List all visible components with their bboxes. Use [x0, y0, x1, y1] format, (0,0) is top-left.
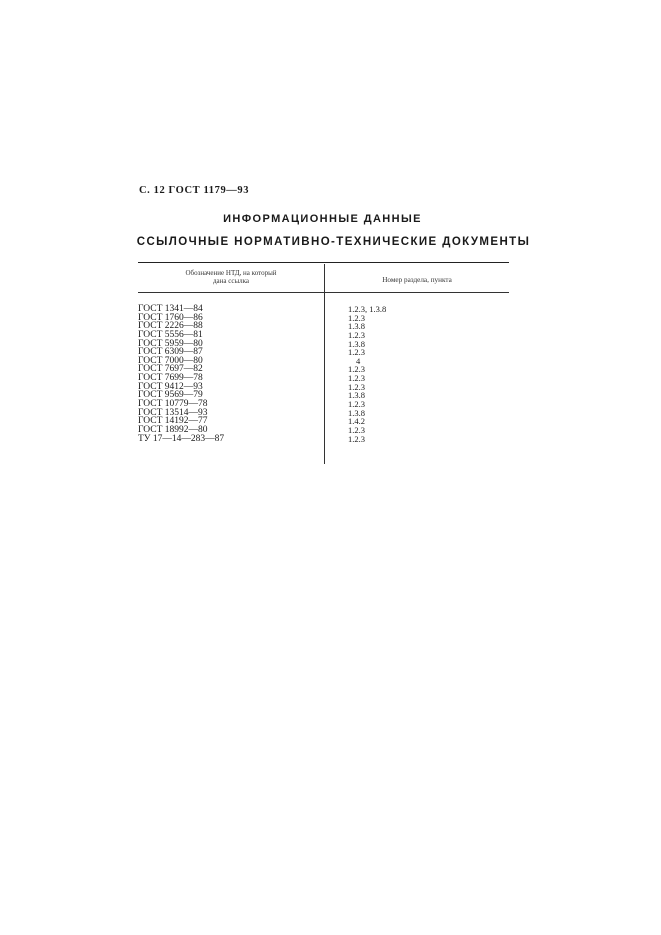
column-header-document: [138, 269, 324, 285]
section-number: 1.2.3: [348, 433, 365, 444]
section-number: 1.2.3: [348, 373, 365, 384]
document-designation: ГОСТ 13514—93: [138, 407, 208, 418]
section-subtitle: ССЫЛОЧНЫЕ НОРМАТИВНО-ТЕХНИЧЕСКИЕ ДОКУМЕНТЫ: [136, 236, 531, 248]
column-header-document-line-2: дана ссылка: [212, 277, 250, 285]
table-top-rule: [138, 262, 509, 263]
section-number: 1.2.3: [348, 364, 365, 375]
section-number: 1.2.3: [348, 424, 365, 435]
section-number: 1.2.3: [348, 399, 365, 410]
document-designation: ГОСТ 7697—82: [138, 364, 203, 375]
document-designation: ГОСТ 10779—78: [138, 399, 208, 410]
section-number: 4: [356, 355, 361, 366]
column-header-section: Номер раздела, пункта: [382, 276, 452, 284]
table-body: [138, 305, 509, 443]
references-table: [138, 262, 509, 464]
document-designation: ГОСТ 5959—80: [138, 338, 203, 349]
column-header-document-line-1: Обозначение НТД, на который: [185, 269, 277, 277]
document-designation: ГОСТ 5556—81: [138, 329, 203, 340]
page-header: С. 12 ГОСТ 1179—93: [139, 185, 250, 196]
document-designation: ГОСТ 9569—79: [138, 390, 203, 401]
section-number: 1.4.2: [348, 416, 365, 427]
document-designation: ГОСТ 14192—77: [138, 416, 208, 427]
section-number: 1.2.3: [348, 381, 365, 392]
section-number: 1.2.3: [348, 347, 365, 358]
section-number: 1.2.3: [348, 329, 365, 340]
table-row: [138, 435, 509, 444]
document-designation: ГОСТ 1341—84: [138, 304, 203, 314]
document-designation: ГОСТ 7000—80: [138, 355, 203, 366]
document-designation: ГОСТ 18992—80: [138, 424, 208, 435]
document-designation: ГОСТ 6309—87: [138, 347, 203, 358]
document-designation: ГОСТ 1760—86: [138, 312, 203, 323]
section-number: 1.3.8: [348, 390, 365, 401]
document-designation: ТУ 17—14—283—87: [138, 433, 225, 444]
section-number: 1.2.3, 1.3.8: [348, 304, 387, 314]
document-title: ИНФОРМАЦИОННЫЕ ДАННЫЕ: [223, 213, 422, 225]
section-number: 1.2.3: [348, 312, 365, 323]
document-designation: ГОСТ 7699—78: [138, 373, 203, 384]
section-number: 1.3.8: [348, 338, 365, 349]
section-number: 1.3.8: [348, 407, 365, 418]
section-number: 1.3.8: [348, 321, 365, 332]
document-designation: ГОСТ 2226—88: [138, 321, 203, 332]
document-designation: ГОСТ 9412—93: [138, 381, 203, 392]
